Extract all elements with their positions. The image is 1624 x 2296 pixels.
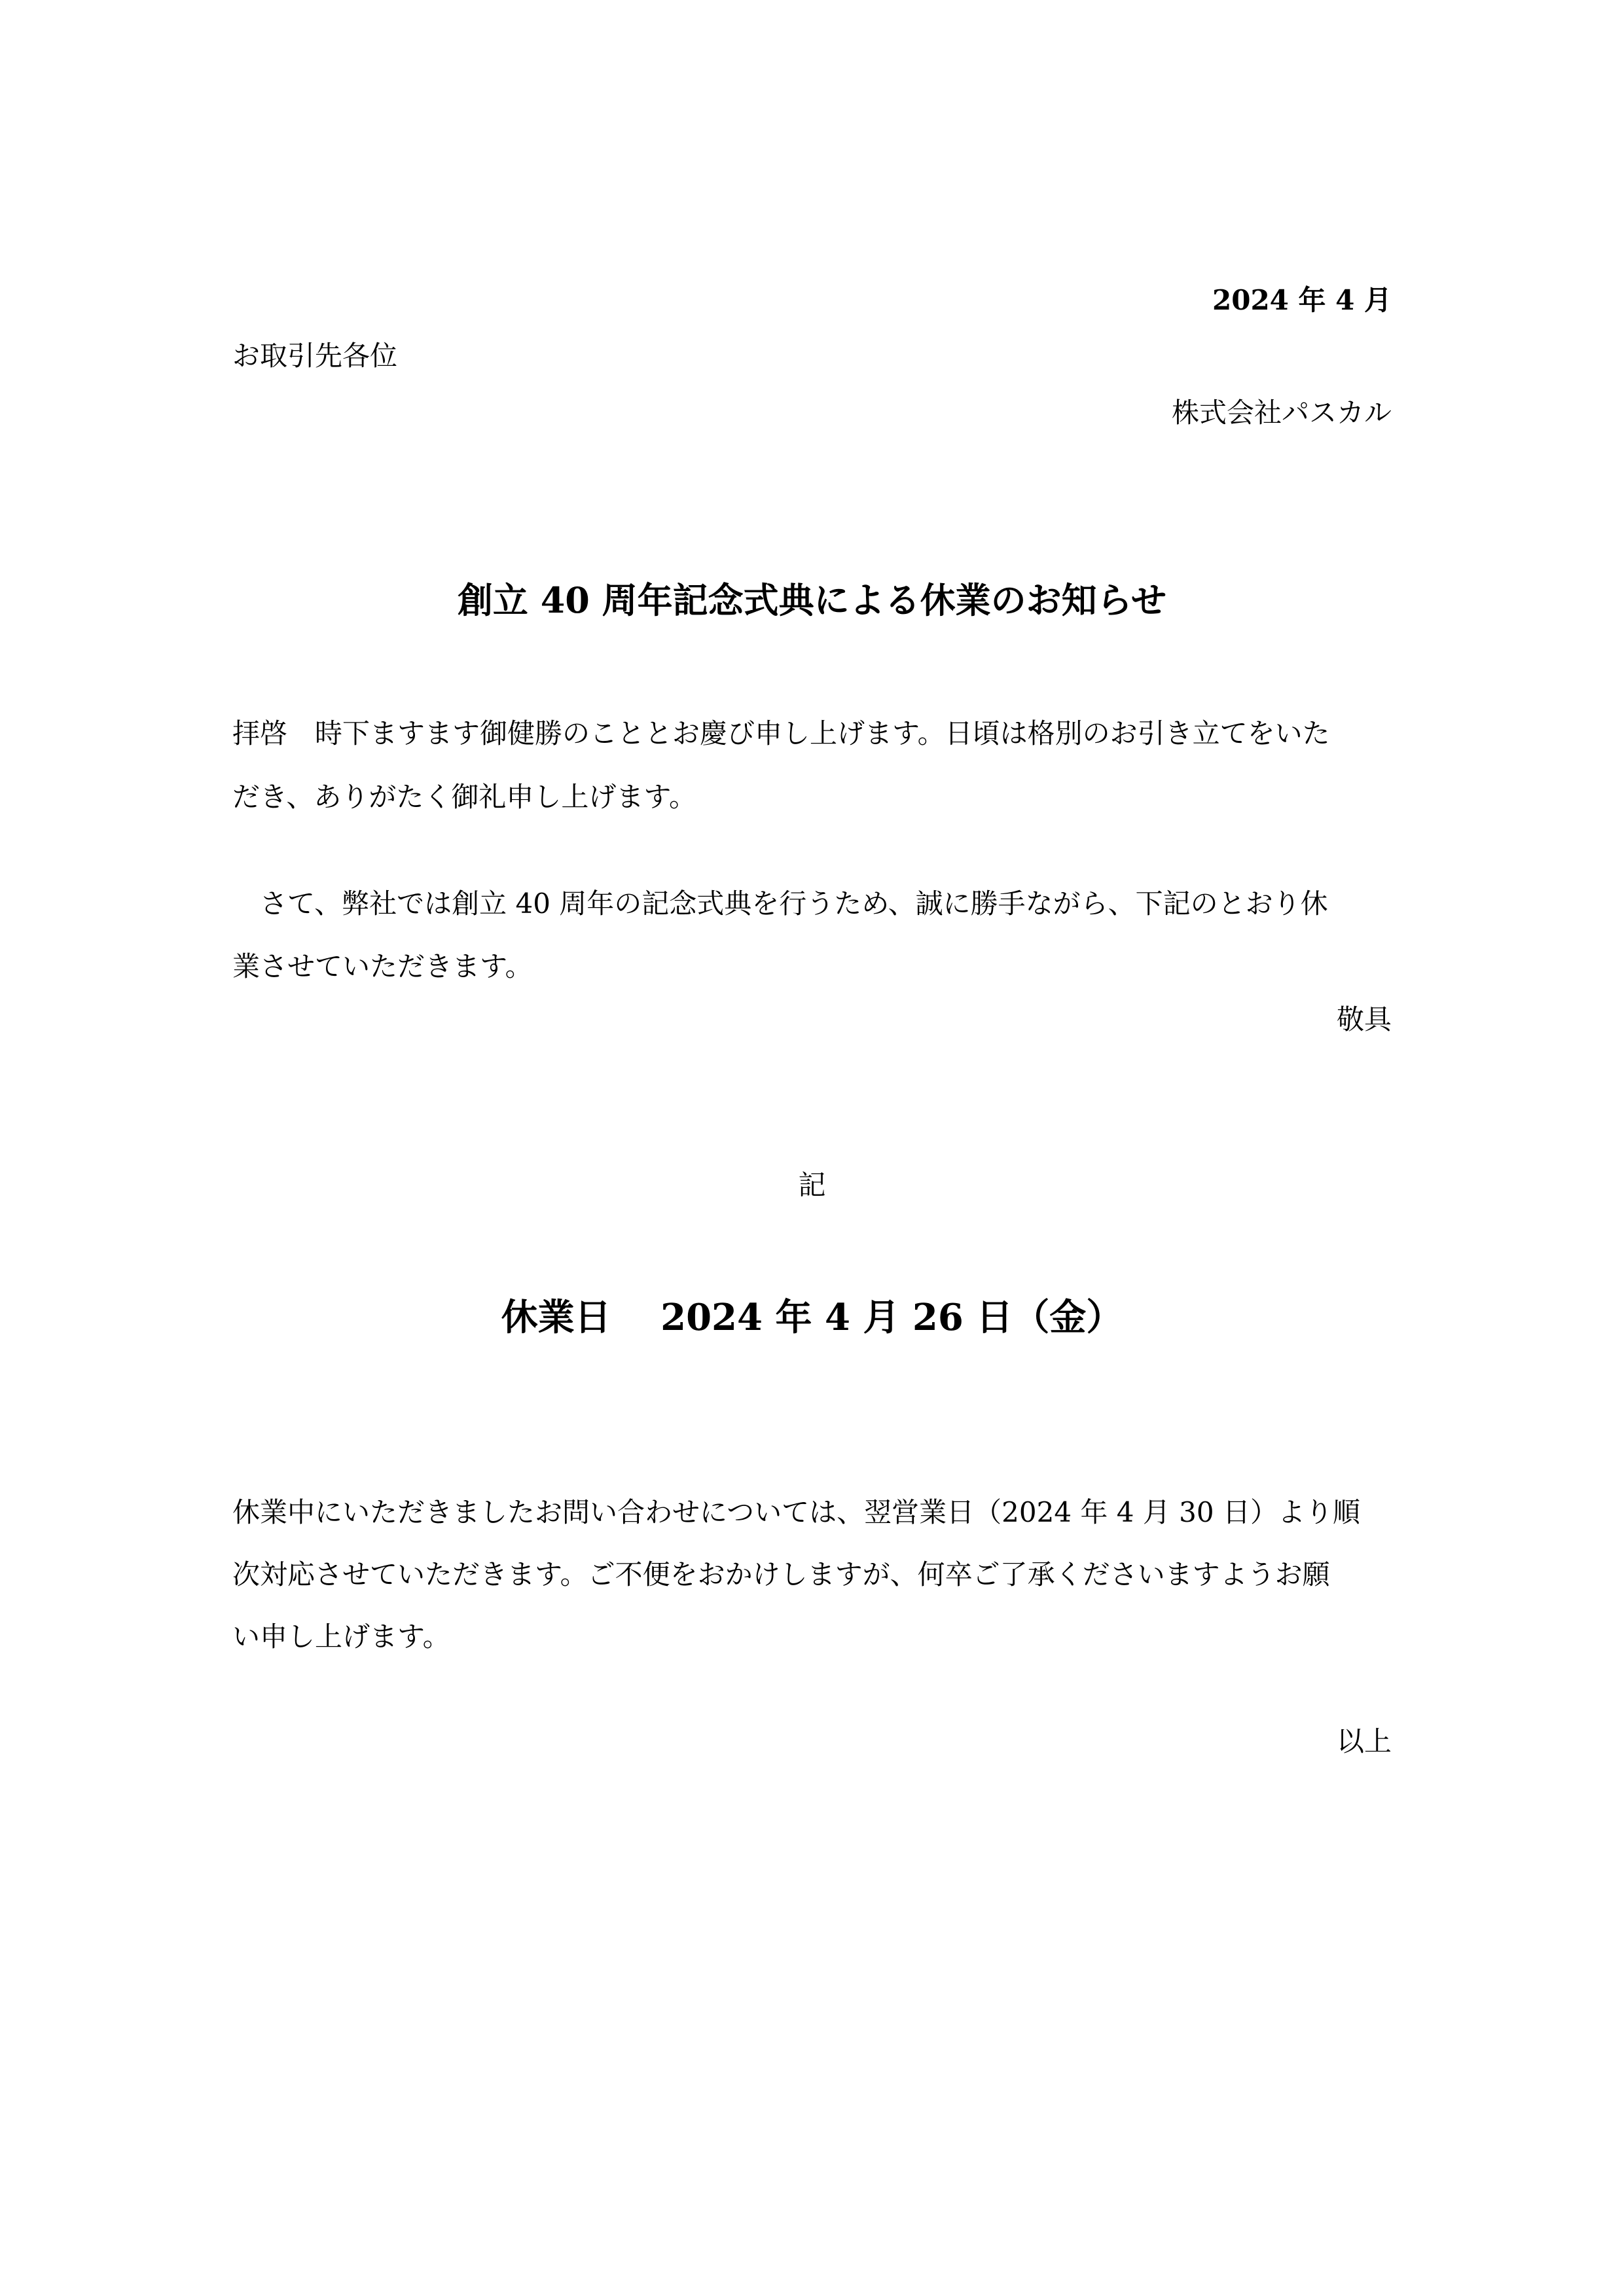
holiday-line: [0, 1296, 1624, 1339]
document-title: 創立 40 周年記念式典による休業のお知らせ: [457, 579, 1167, 621]
announcement-line-1: さて、弊社では創立 40 周年の記念式典を行うため、誠に勝手ながら、下記のとおり休: [232, 888, 1328, 920]
recipient: お取引先各位: [232, 340, 398, 372]
closing-ijou: 以上: [1336, 1725, 1392, 1757]
notice-line-3: い申し上げます。: [232, 1621, 450, 1653]
closing-keigu: 敬具: [1336, 1003, 1392, 1035]
notice-line-2: 次対応させていただきます。ご不便をおかけしますが、何卒ご了承くださいますようお願: [232, 1558, 1330, 1590]
announcement-line-2: 業させていただきます。: [232, 950, 533, 982]
holiday-date: 2024 年 4 月 26 日（金）: [660, 1296, 1123, 1339]
ki-marker: 記: [798, 1169, 826, 1201]
sender-company: 株式会社パスカル: [1171, 397, 1392, 429]
greeting-line-1: 拝啓 時下ますます御健勝のこととお慶び申し上げます。日頃は格別のお引き立てをいた: [232, 717, 1330, 749]
issue-date: 2024 年 4 月: [1212, 284, 1392, 316]
holiday-label: 休業日: [501, 1296, 611, 1339]
notice-line-1: 休業中にいただきましたお問い合わせについては、翌営業日（2024 年 4 月 30 日）より順: [232, 1496, 1360, 1528]
greeting-line-2: だき、ありがたく御礼申し上げます。: [232, 781, 696, 813]
